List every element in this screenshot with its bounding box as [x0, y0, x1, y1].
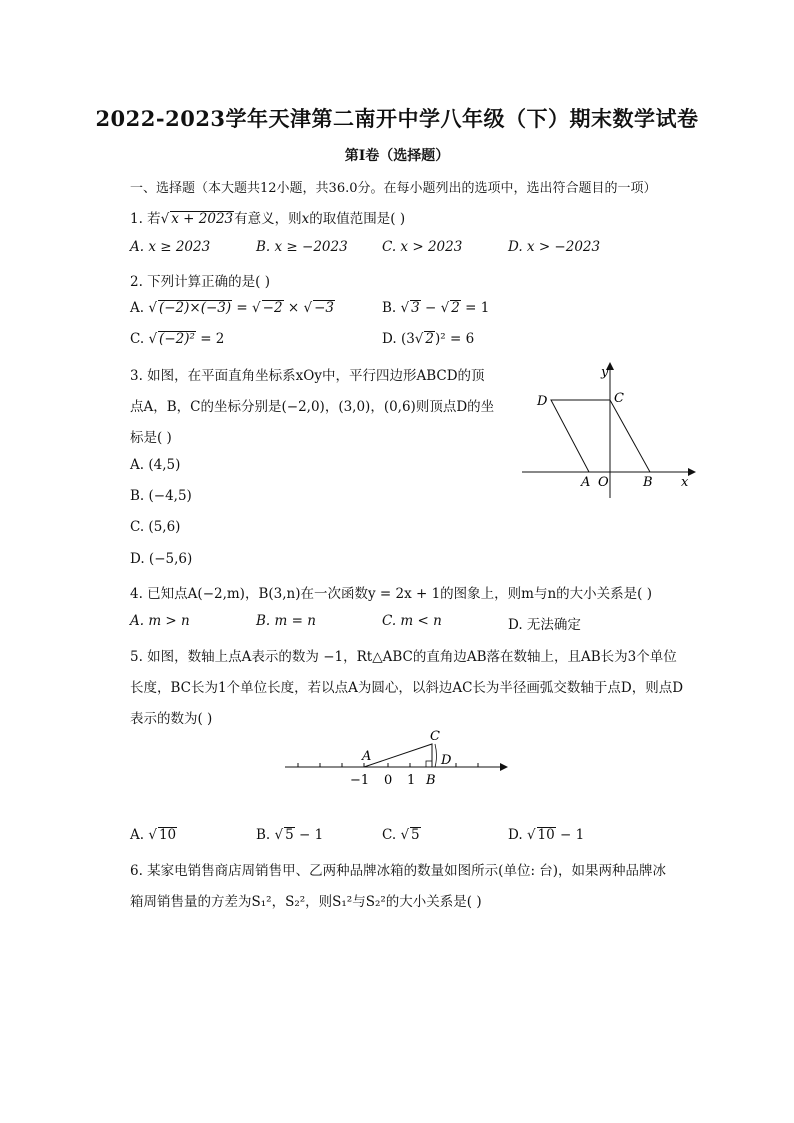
- q1-var: x: [301, 211, 310, 227]
- label-c: C: [614, 391, 624, 406]
- question-6-line-1: 6. 某家电销售商店周销售甲、乙两种品牌冰箱的数量如图所示(单位: 台)，如果两种品牌冰: [130, 863, 667, 879]
- question-2-stem: 2. 下列计算正确的是( ): [130, 274, 270, 290]
- q1-option-a: A. x ≥ 2023: [130, 239, 211, 255]
- q1-stem-b: 有意义，则: [234, 211, 302, 227]
- question-3-line-2: 点A，B，C的坐标分别是(−2,0)，(3,0)，(0,6)则顶点D的坐: [130, 399, 495, 415]
- q4-option-d: D. 无法确定: [508, 617, 581, 633]
- q1-option-c: C. x > 2023: [382, 239, 463, 255]
- q3-option-a: A. (4,5): [130, 457, 181, 473]
- label-c: C: [430, 729, 440, 744]
- q5-option-c: C. √ 5: [382, 827, 420, 843]
- q1-stem-c: 的取值范围是( ): [309, 211, 406, 227]
- label-b: B: [426, 773, 436, 788]
- label-a: A: [581, 475, 591, 490]
- question-5-line-3: 表示的数为( ): [130, 711, 213, 727]
- q3-option-c: C. (5,6): [130, 519, 181, 535]
- q2-option-c: C. √ (−2)² = 2: [130, 331, 225, 347]
- q4-option-b: B. m = n: [256, 613, 316, 629]
- q2-a-radicand: (−2)×(−3): [158, 300, 232, 316]
- q1-option-b: B. x ≥ −2023: [256, 239, 348, 255]
- q5-option-d: D. √ 10 − 1: [508, 827, 585, 843]
- q4-option-c: C. m < n: [382, 613, 442, 629]
- question-6-line-2: 箱周销售量的方差为S₁²，S₂²，则S₁²与S₂²的大小关系是( ): [130, 894, 482, 910]
- tick-label-1: 1: [407, 773, 416, 788]
- question-3-line-1: 3. 如图，在平面直角坐标系xOy中，平行四边形ABCD的顶: [130, 368, 485, 384]
- x-axis-arrow: [688, 468, 696, 476]
- question-5-line-1: 5. 如图，数轴上点A表示的数为 −1，Rt△ABC的直角边AB落在数轴上，且AB长为3个单位: [130, 649, 677, 665]
- label-a: A: [362, 749, 372, 764]
- q2-option-d: D. (3√ 2)² = 6: [382, 331, 475, 347]
- question-4-stem: 4. 已知点A(−2,m)，B(3,n)在一次函数y = 2x + 1的图象上，则m与n的大小关系是( ): [130, 586, 653, 602]
- page-title: 2022-2023学年天津第二南开中学八年级（下）期末数学试卷: [95, 106, 699, 131]
- label-b: B: [643, 475, 653, 490]
- q5-option-b: B. √ 5 − 1: [256, 827, 324, 843]
- section-subtitle: 第I卷（选择题）: [344, 148, 450, 164]
- arc-ac: [435, 744, 437, 767]
- triangle-abc: [364, 744, 432, 767]
- label-x: x: [681, 475, 689, 490]
- tick-label-0: 0: [384, 773, 393, 788]
- q3-option-b: B. (−4,5): [130, 488, 192, 504]
- question-3-line-3: 标是( ): [130, 430, 172, 446]
- right-angle-mark: [426, 761, 432, 767]
- q4-option-a: A. m > n: [130, 613, 190, 629]
- q1-option-d: D. x > −2023: [508, 239, 601, 255]
- parallelogram-abcd: [551, 400, 650, 472]
- question-5-line-2: 长度，BC长为1个单位长度，若以点A为圆心，以斜边AC长为半径画弧交数轴于点D，则点D: [130, 680, 684, 696]
- q3-option-d: D. (−5,6): [130, 551, 193, 567]
- parallelogram-figure: [515, 360, 700, 505]
- number-line-arrow: [500, 763, 508, 771]
- label-d: D: [441, 753, 452, 768]
- label-o: O: [598, 475, 609, 490]
- section-heading: 一、选择题（本大题共12小题，共36.0分。在每小题列出的选项中，选出符合题目的一项）: [130, 181, 657, 196]
- q5-option-a: A. √ 10: [130, 827, 177, 843]
- question-1-stem: 1. 若√ x + 2023有意义，则x的取值范围是( ): [130, 211, 406, 227]
- q1-stem-a: 1. 若: [130, 211, 161, 227]
- q1-radicand: x + 2023: [171, 211, 234, 227]
- number-line-figure: [280, 722, 515, 792]
- label-d: D: [537, 394, 548, 409]
- q2-option-b: B. √ 3 − √ 2 = 1: [382, 300, 490, 316]
- tick-label-neg1: −1: [350, 773, 370, 788]
- label-y: y: [601, 365, 609, 380]
- q2-option-a: A. √ (−2)×(−3) = √ −2 × √ −3: [130, 300, 334, 316]
